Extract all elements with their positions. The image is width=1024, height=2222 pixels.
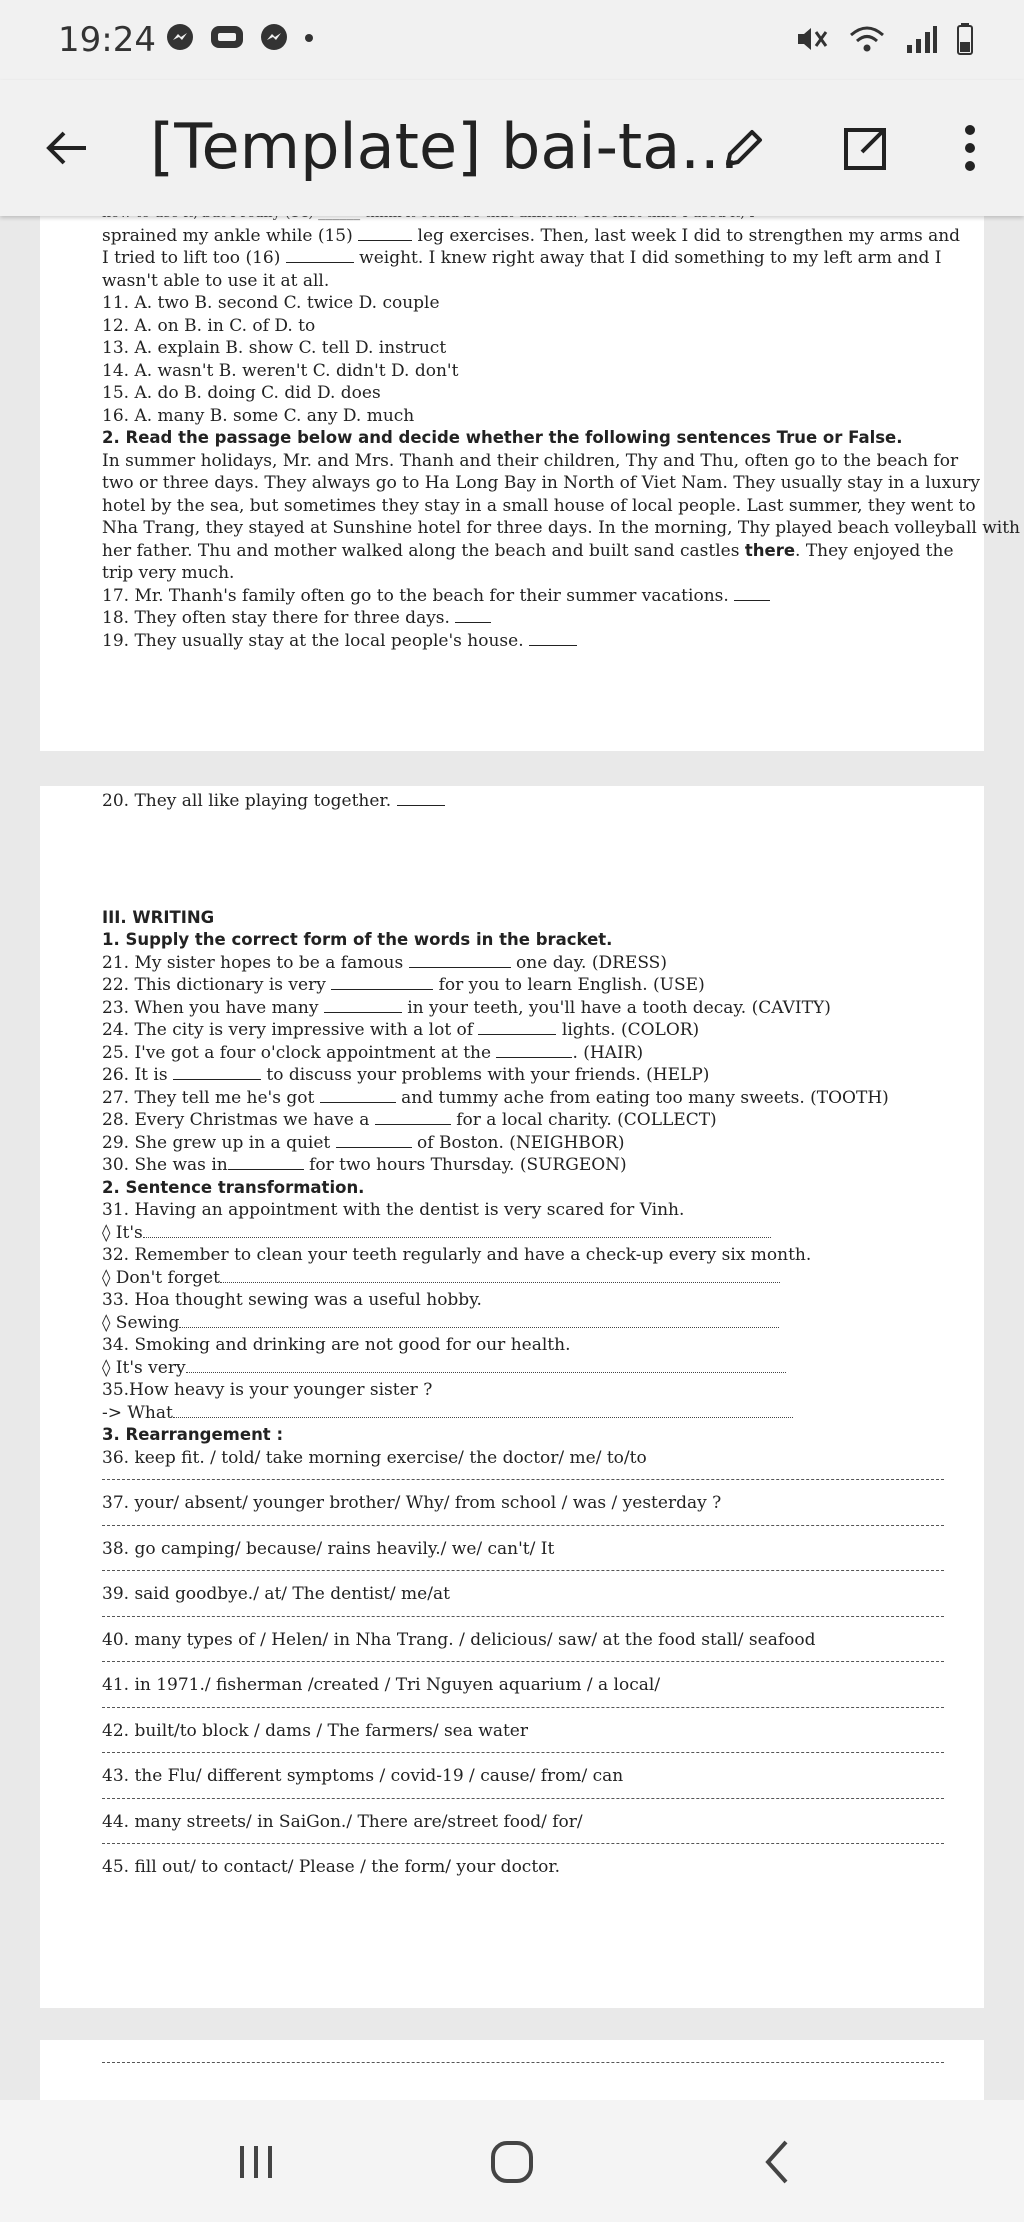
back-nav-icon[interactable]: [748, 2132, 808, 2192]
question-32: 32. Remember to clean your teeth regularly and have a check-up every six month.: [102, 1245, 812, 1265]
answer-34: ◊ It's very: [102, 1357, 944, 1380]
answer-line: [102, 1479, 944, 1480]
answer-line: [102, 1798, 944, 1799]
messenger-icon-2: [259, 22, 289, 52]
question-23: 23. When you have many in your teeth, you'll have a tooth decay. (CAVITY): [102, 997, 831, 1018]
question-21: 21. My sister hopes to be a famous one day. (DRESS): [102, 952, 667, 973]
passage-line: Nha Trang, they stayed at Sunshine hotel for three days. In the morning, Thy played beach volleyball with: [102, 518, 1020, 538]
answer-line: [102, 1661, 944, 1662]
answer-line: [102, 2062, 944, 2063]
document-page-3: [40, 2040, 984, 2100]
document-title: [Template] bai-ta...: [150, 110, 740, 183]
subsection-1-heading: 1. Supply the correct form of the words in the bracket.: [102, 930, 613, 949]
loz-icon: [209, 22, 245, 52]
more-vert-icon[interactable]: [950, 120, 990, 176]
back-arrow-icon[interactable]: [42, 124, 90, 172]
option-line: 15. A. do B. doing C. did D. does: [102, 383, 381, 403]
paragraph-line: I tried to lift too (16) weight. I knew right away that I did something to my left arm and I: [102, 248, 942, 268]
passage-line: hotel by the sea, but sometimes they stay in a small house of local people. Last summer, they went to: [102, 495, 976, 516]
answer-line: [102, 1525, 944, 1526]
question-28: 28. Every Christmas we have a for a local charity. (COLLECT): [102, 1110, 717, 1130]
rearrange-item: 40. many types of / Helen/ in Nha Trang. / delicious/ saw/ at the food stall/ seafood: [102, 1629, 816, 1650]
app-bar: [0, 80, 1024, 216]
paragraph-line: sprained my ankle while (15) leg exercises. Then, last week I did to strengthen my arms and: [102, 225, 961, 246]
rearrange-item: 38. go camping/ because/ rains heavily./ we/ can't/ It: [102, 1538, 555, 1559]
subsection-2-heading: 2. Sentence transformation.: [102, 1177, 365, 1197]
passage-line: trip very much.: [102, 563, 235, 583]
writing-heading: III. WRITING: [102, 907, 215, 927]
answer-line: [102, 1616, 944, 1617]
option-line: 11. A. two B. second C. twice D. couple: [102, 293, 440, 313]
messenger-icon: [165, 22, 195, 52]
wifi-icon: [848, 23, 886, 55]
answer-31: ◊ It's: [102, 1222, 944, 1245]
document-page-1: [40, 216, 1020, 751]
notification-icons: [165, 22, 315, 52]
page-2-content: [102, 790, 944, 1879]
mute-icon: [794, 23, 830, 55]
question-27: 27. They tell me he's got and tummy ache from eating too many sweets. (TOOTH): [102, 1087, 889, 1108]
signal-icon: [904, 23, 938, 55]
question-19: 19. They usually stay at the local people's house.: [102, 630, 944, 653]
question-31: 31. Having an appointment with the dentist is very scared for Vinh.: [102, 1200, 685, 1220]
answer-line: [102, 1752, 944, 1753]
answer-33: ◊ Sewing: [102, 1312, 944, 1335]
document-page-2: [40, 786, 984, 2008]
passage-line: her father. Thu and mother walked along the beach and built sand castles there. They enjoyed the: [102, 540, 954, 561]
question-29: 29. She grew up in a quiet of Boston. (NEIGHBOR): [102, 1132, 625, 1153]
option-line: 12. A. on B. in C. of D. to: [102, 315, 316, 336]
paragraph-line: wasn't able to use it at all.: [102, 270, 330, 291]
section-2-heading: 2. Read the passage below and decide whether the following sentences True or False.: [102, 428, 903, 447]
passage-line: In summer holidays, Mr. and Mrs. Thanh and their children, Thy and Thu, often go to the beach for: [102, 450, 959, 471]
open-external-icon[interactable]: [840, 122, 892, 174]
dot-icon: [303, 22, 315, 52]
rearrange-item: 42. built/to block / dams / The farmers/ sea water: [102, 1720, 528, 1741]
question-26: 26. It is to discuss your problems with your friends. (HELP): [102, 1065, 710, 1085]
question-22: 22. This dictionary is very for you to learn English. (USE): [102, 975, 705, 995]
subsection-3-heading: 3. Rearrangement :: [102, 1425, 284, 1444]
status-bar: [0, 0, 1024, 80]
rearrange-item: 45. fill out/ to contact/ Please / the form/ your doctor.: [102, 1857, 561, 1877]
rearrange-item: 43. the Flu/ different symptoms / covid-19 / cause/ from/ can: [102, 1766, 624, 1786]
rearrange-item: 37. your/ absent/ younger brother/ Why/ from school / was / yesterday ?: [102, 1493, 722, 1513]
answer-line: [102, 1707, 944, 1708]
option-line: 16. A. many B. some C. any D. much: [102, 405, 415, 426]
option-line: 14. A. wasn't B. weren't C. didn't D. don't: [102, 360, 459, 381]
passage-line: two or three days. They always go to Ha Long Bay in North of Viet Nam. They usually stay in a luxury: [102, 473, 980, 493]
answer-line: [102, 1843, 944, 1844]
rearrange-item: 41. in 1971./ fisherman /created / Tri Nguyen aquarium / a local/: [102, 1675, 661, 1695]
question-18: 18. They often stay there for three days.: [102, 607, 944, 630]
question-35: 35.How heavy is your younger sister ?: [102, 1380, 433, 1400]
system-nav-bar: [0, 2100, 1024, 2222]
answer-35: -> What: [102, 1402, 944, 1425]
battery-icon: [956, 22, 974, 56]
question-34: 34. Smoking and drinking are not good for our health.: [102, 1335, 571, 1355]
question-17: 17. Mr. Thanh's family often go to the beach for their summer vacations.: [102, 585, 944, 608]
status-time: 19:24: [58, 20, 156, 60]
home-icon[interactable]: [482, 2132, 542, 2192]
system-icons: [794, 22, 974, 56]
question-24: 24. The city is very impressive with a lot of lights. (COLOR): [102, 1020, 700, 1040]
question-33: 33. Hoa thought sewing was a useful hobby.: [102, 1290, 482, 1310]
question-20: 20. They all like playing together.: [102, 790, 944, 813]
rearrange-item: 36. keep fit. / told/ take morning exercise/ the doctor/ me/ to/to: [102, 1447, 647, 1468]
answer-line: [102, 1570, 944, 1571]
rearrange-item: 44. many streets/ in SaiGon./ There are/street food/ for/: [102, 1811, 583, 1832]
question-30: 30. She was in for two hours Thursday. (SURGEON): [102, 1155, 627, 1175]
question-25: 25. I've got a four o'clock appointment at the . (HAIR): [102, 1042, 644, 1063]
answer-32: ◊ Don't forget: [102, 1267, 944, 1290]
page-1-content: [102, 202, 1020, 652]
rearrange-item: 39. said goodbye./ at/ The dentist/ me/at: [102, 1584, 450, 1604]
option-line: 13. A. explain B. show C. tell D. instruct: [102, 338, 447, 358]
recent-apps-icon[interactable]: [226, 2132, 286, 2192]
edit-pencil-icon[interactable]: [718, 122, 770, 174]
